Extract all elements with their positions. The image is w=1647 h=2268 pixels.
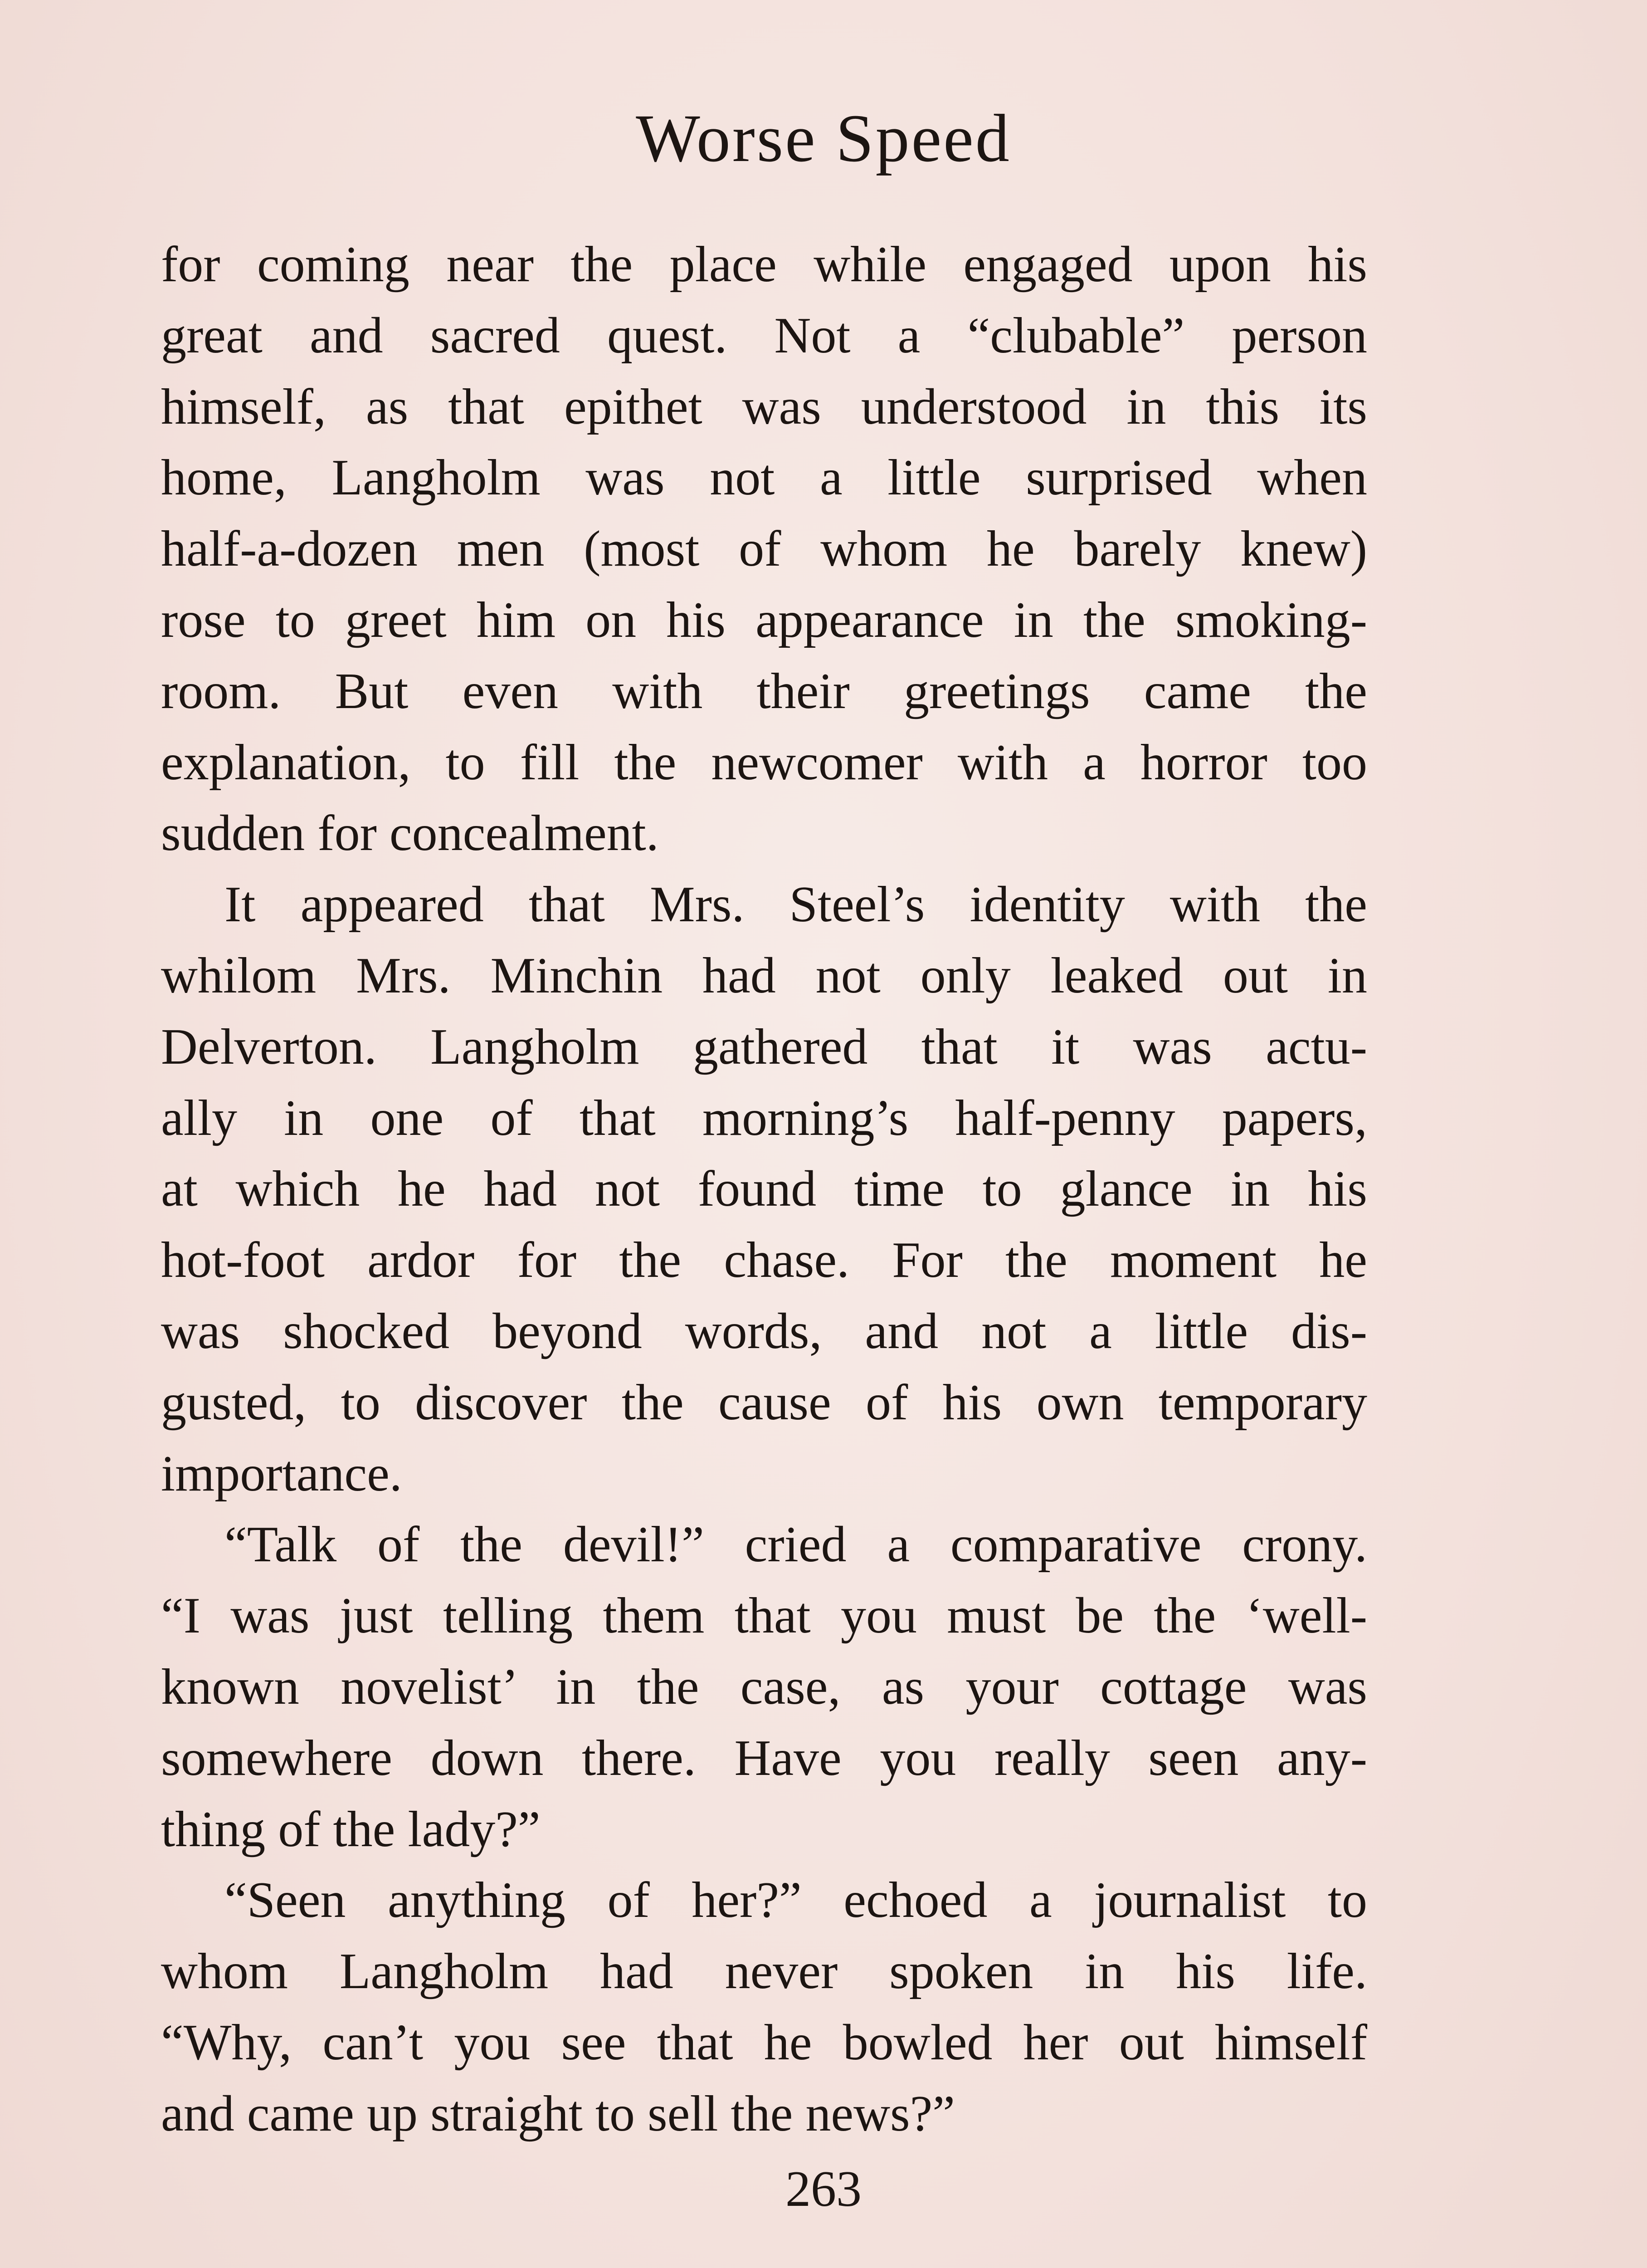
text-line: importance. xyxy=(161,1445,402,1502)
text-line: sudden for concealment. xyxy=(161,805,659,862)
text-line: room. But even with their greetings came the xyxy=(161,663,1367,719)
text-line: thing of the lady?” xyxy=(161,1801,541,1857)
text-line: at which he had not found time to glance in his xyxy=(161,1161,1367,1217)
text-line: “Seen anything of her?” echoed a journalist to xyxy=(224,1872,1367,1929)
text-line: himself, as that epithet was understood in this its xyxy=(161,378,1367,435)
text-line: “I was just telling them that you must be the ‘well- xyxy=(161,1588,1367,1644)
text-line: “Why, can’t you see that he bowled her out himself xyxy=(161,2014,1367,2071)
text-line: great and sacred quest. Not a “clubable” person xyxy=(161,307,1367,364)
body-text xyxy=(161,229,1367,2150)
paragraph xyxy=(161,229,1367,869)
page-number: 263 xyxy=(785,2161,862,2217)
running-head: Worse Speed xyxy=(636,101,1011,176)
text-line: hot-foot ardor for the chase. For the moment he xyxy=(161,1232,1367,1289)
text-line: for coming near the place while engaged upon his xyxy=(161,236,1367,293)
paragraph xyxy=(161,869,1367,1509)
text-line: half-a-dozen men (most of whom he barely knew) xyxy=(161,521,1367,577)
paragraph xyxy=(161,1865,1367,2149)
paragraph xyxy=(161,1509,1367,1865)
text-line: known novelist’ in the case, as your cottage was xyxy=(161,1658,1367,1715)
text-line: whilom Mrs. Minchin had not only leaked out in xyxy=(161,947,1367,1004)
text-line: rose to greet him on his appearance in the smoking- xyxy=(161,591,1367,648)
text-line: gusted, to discover the cause of his own temporary xyxy=(161,1374,1367,1431)
text-line: was shocked beyond words, and not a little dis- xyxy=(161,1303,1367,1359)
text-line: and came up straight to sell the news?” xyxy=(161,2085,955,2142)
text-line: ally in one of that morning’s half-penny papers, xyxy=(161,1090,1367,1146)
text-line: It appeared that Mrs. Steel’s identity with the xyxy=(224,876,1367,933)
text-line: Delverton. Langholm gathered that it was actu- xyxy=(161,1018,1367,1075)
text-line: whom Langholm had never spoken in his life. xyxy=(161,1943,1367,2000)
text-line: somewhere down there. Have you really seen any- xyxy=(161,1730,1367,1786)
text-line: home, Langholm was not a little surprised when xyxy=(161,450,1367,506)
text-line: “Talk of the devil!” cried a comparative crony. xyxy=(224,1516,1367,1573)
text-line: explanation, to fill the newcomer with a horror too xyxy=(161,734,1367,791)
